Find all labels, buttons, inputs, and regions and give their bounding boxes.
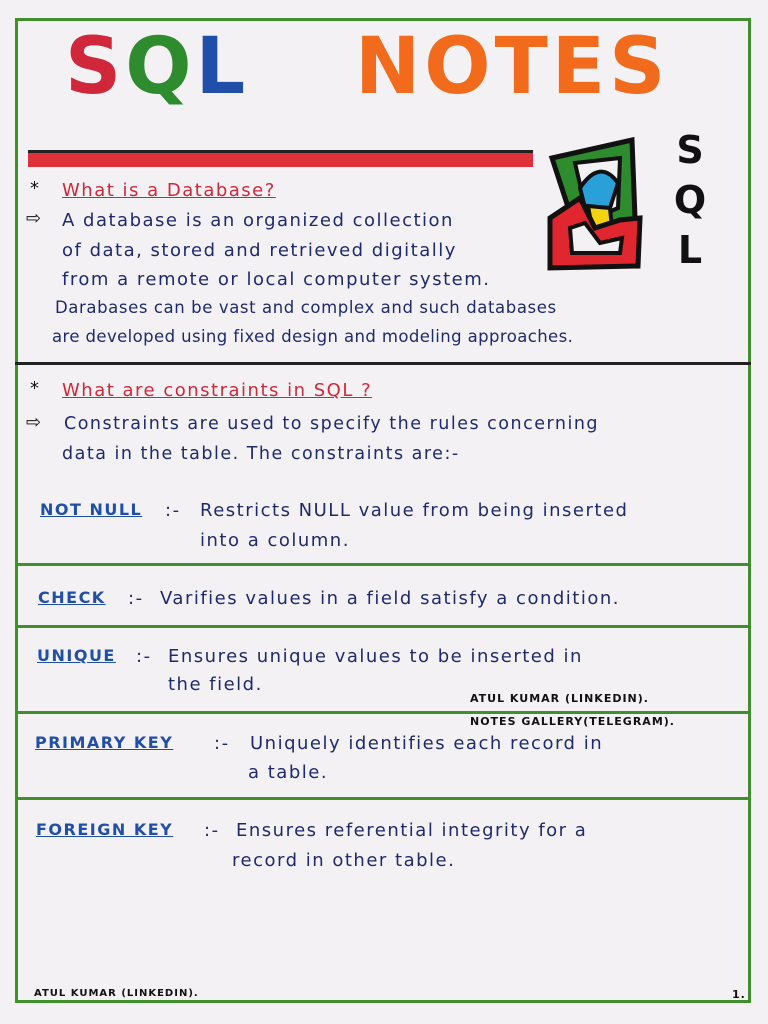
constraint-desc: Ensures referential integrity for a bbox=[236, 820, 588, 841]
credit-linkedin: ATUL KUMAR (LINKEDIN). bbox=[470, 692, 649, 705]
sql-logo-icon bbox=[540, 128, 650, 278]
separator: :- bbox=[128, 588, 144, 609]
title-letter-q: Q bbox=[125, 22, 196, 112]
bullet: * bbox=[30, 378, 41, 399]
credit-telegram: NOTES GALLERY(TELEGRAM). bbox=[470, 715, 675, 728]
section1-line: Darabases can be vast and complex and such databases bbox=[55, 298, 557, 317]
title-letter-s: S bbox=[65, 22, 126, 112]
divider bbox=[15, 563, 751, 566]
constraint-term-not-null: NOT NULL bbox=[40, 500, 143, 519]
section2-heading: What are constraints in SQL ? bbox=[62, 380, 373, 401]
constraint-desc: Restricts NULL value from being inserted bbox=[200, 500, 629, 521]
section1-heading: What is a Database? bbox=[62, 180, 276, 201]
section1-line: of data, stored and retrieved digitally bbox=[62, 240, 457, 261]
constraint-desc: Ensures unique values to be inserted in bbox=[168, 646, 583, 667]
title-letter-l: L bbox=[195, 22, 250, 112]
arrow-icon: ⇨ bbox=[26, 208, 43, 229]
constraint-term-foreign-key: FOREIGN KEY bbox=[36, 820, 174, 839]
logo-side-text bbox=[670, 125, 710, 275]
section1-line: are developed using fixed design and modeling approaches. bbox=[52, 327, 574, 346]
section2-line: data in the table. The constraints are:- bbox=[62, 444, 460, 464]
separator: :- bbox=[204, 820, 220, 841]
section2-line: Constraints are used to specify the rules concerning bbox=[64, 414, 600, 434]
divider bbox=[15, 362, 751, 365]
footer-credit: ATUL KUMAR (LINKEDIN). bbox=[34, 988, 199, 999]
divider bbox=[15, 797, 751, 800]
constraint-term-check: CHECK bbox=[38, 588, 106, 607]
bullet: * bbox=[30, 178, 41, 199]
constraint-term-primary-key: PRIMARY KEY bbox=[35, 733, 174, 752]
constraint-desc: record in other table. bbox=[232, 850, 456, 871]
divider bbox=[15, 625, 751, 628]
title-notes: NOTES bbox=[355, 22, 670, 112]
section1-line: from a remote or local computer system. bbox=[62, 269, 491, 290]
title-sql bbox=[65, 22, 249, 112]
separator: :- bbox=[214, 733, 230, 754]
title-underline bbox=[28, 150, 533, 167]
constraint-desc: Varifies values in a field satisfy a condition. bbox=[160, 588, 621, 609]
logo-letter-q: Q bbox=[673, 178, 707, 222]
arrow-icon: ⇨ bbox=[26, 412, 43, 433]
logo-letter-s: S bbox=[676, 128, 704, 172]
separator: :- bbox=[136, 646, 152, 667]
constraint-desc: Uniquely identifies each record in bbox=[250, 733, 604, 754]
section1-line: A database is an organized collection bbox=[62, 210, 454, 231]
divider bbox=[15, 711, 751, 714]
constraint-term-unique: UNIQUE bbox=[37, 646, 116, 665]
separator: :- bbox=[165, 500, 181, 521]
logo-letter-l: L bbox=[677, 228, 703, 272]
page-number: 1. bbox=[732, 988, 746, 1001]
constraint-desc: the field. bbox=[168, 674, 263, 695]
constraint-desc: into a column. bbox=[200, 530, 350, 551]
constraint-desc: a table. bbox=[248, 762, 329, 783]
